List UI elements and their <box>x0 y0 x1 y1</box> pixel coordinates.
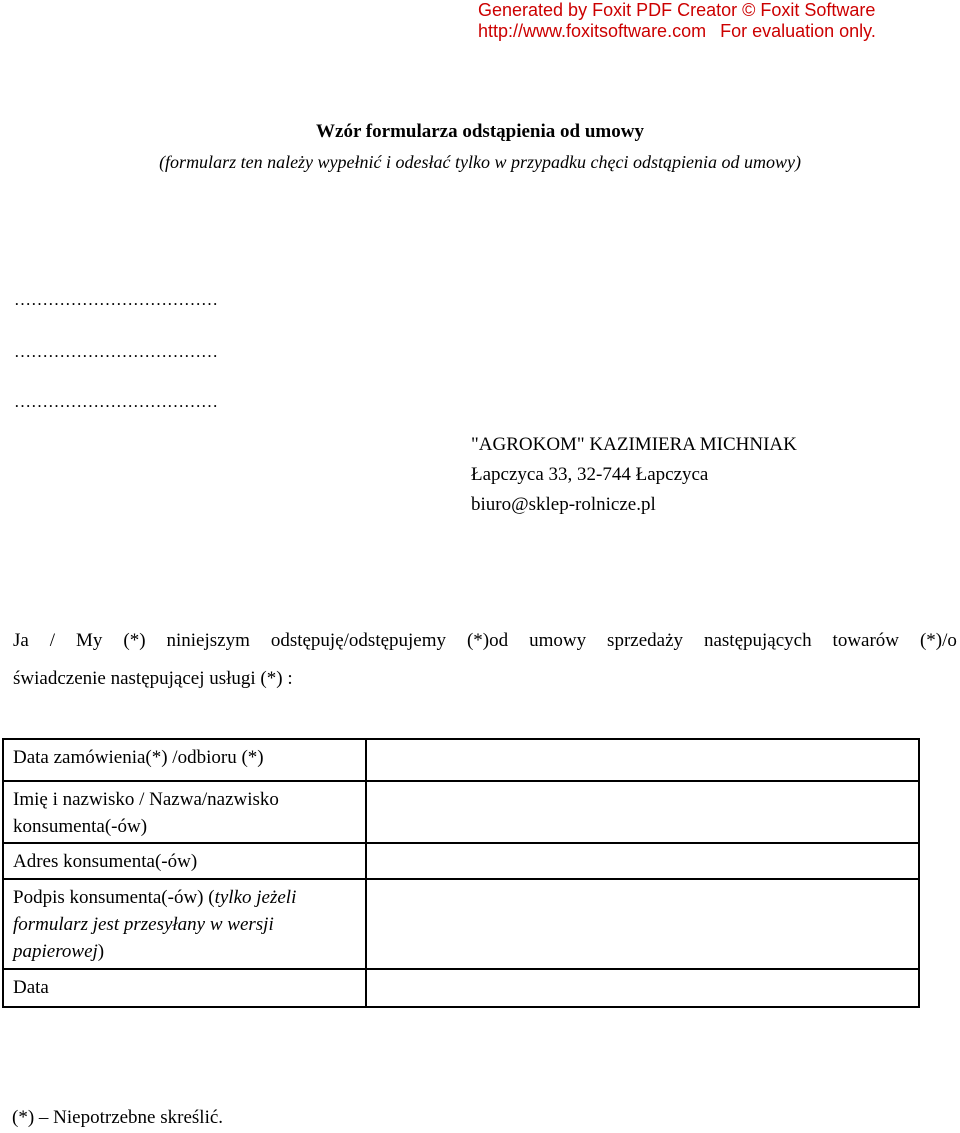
watermark-line1: Generated by Foxit PDF Creator © Foxit Software <box>478 0 876 20</box>
declaration-word: odstępuję/odstępujemy <box>270 630 447 651</box>
consumer-address-label: Adres konsumenta(-ów) <box>3 843 366 879</box>
declaration-word: niniejszym <box>166 630 250 651</box>
declaration-word: (*)od <box>466 630 509 651</box>
table-row <box>3 781 919 843</box>
recipient-email: biuro@sklep-rolnicze.pl <box>471 494 656 515</box>
table-row <box>3 879 919 969</box>
withdrawal-declaration <box>13 622 957 698</box>
foxit-watermark <box>478 0 948 42</box>
consumer-signature-field[interactable] <box>366 879 919 969</box>
declaration-word: umowy <box>529 630 587 651</box>
signature-label-note: tylko jeżeli formularz jest przesyłany w wersji papierowej <box>13 887 297 962</box>
declaration-word: towarów <box>832 630 900 651</box>
watermark-url: http://www.foxitsoftware.com <box>478 21 707 41</box>
consumer-signature-label <box>3 879 366 969</box>
declaration-word: / <box>49 630 56 651</box>
declaration-word: następujących <box>703 630 812 651</box>
declaration-word: (*) <box>123 630 146 651</box>
table-row <box>3 843 919 879</box>
recipient-block <box>471 430 797 520</box>
watermark-line2 <box>478 21 948 42</box>
signature-label-end: ) <box>97 941 105 962</box>
order-date-field[interactable] <box>366 739 919 781</box>
sender-placeholder-line-3: ……………………………… <box>14 392 218 411</box>
recipient-name: "AGROKOM" KAZIMIERA MICHNIAK <box>471 434 797 455</box>
watermark-note: For evaluation only. <box>720 21 876 41</box>
footnote: (*) – Niepotrzebne skreślić. <box>12 1107 224 1128</box>
consumer-address-field[interactable] <box>366 843 919 879</box>
table-row <box>3 969 919 1007</box>
consumer-name-label: Imię i nazwisko / Nazwa/nazwisko konsumenta(-ów) <box>3 781 366 843</box>
signature-label-text: Podpis konsumenta(-ów) ( <box>13 887 215 908</box>
declaration-word: My <box>76 630 103 651</box>
date-label: Data <box>3 969 366 1007</box>
recipient-address: Łapczyca 33, 32-744 Łapczyca <box>471 464 709 485</box>
date-field[interactable] <box>366 969 919 1007</box>
declaration-word: Ja <box>13 630 29 651</box>
declaration-word: sprzedaży <box>607 630 684 651</box>
declaration-line-2: świadczenie następującej usługi (*) : <box>13 668 293 689</box>
document-subtitle: (formularz ten należy wypełnić i odesłać tylko w przypadku chęci odstąpienia od umowy) <box>159 152 801 172</box>
document-title: Wzór formularza odstąpienia od umowy <box>316 121 644 142</box>
order-date-label: Data zamówienia(*) /odbioru (*) <box>3 739 366 781</box>
table-row <box>3 739 919 781</box>
declaration-line-1 <box>13 622 957 660</box>
consumer-name-field[interactable] <box>366 781 919 843</box>
withdrawal-form-table <box>2 738 920 1008</box>
sender-placeholder-line-1: ……………………………… <box>14 290 218 309</box>
declaration-word: (*)/o <box>919 630 957 651</box>
sender-placeholder-line-2: ……………………………… <box>14 342 218 361</box>
